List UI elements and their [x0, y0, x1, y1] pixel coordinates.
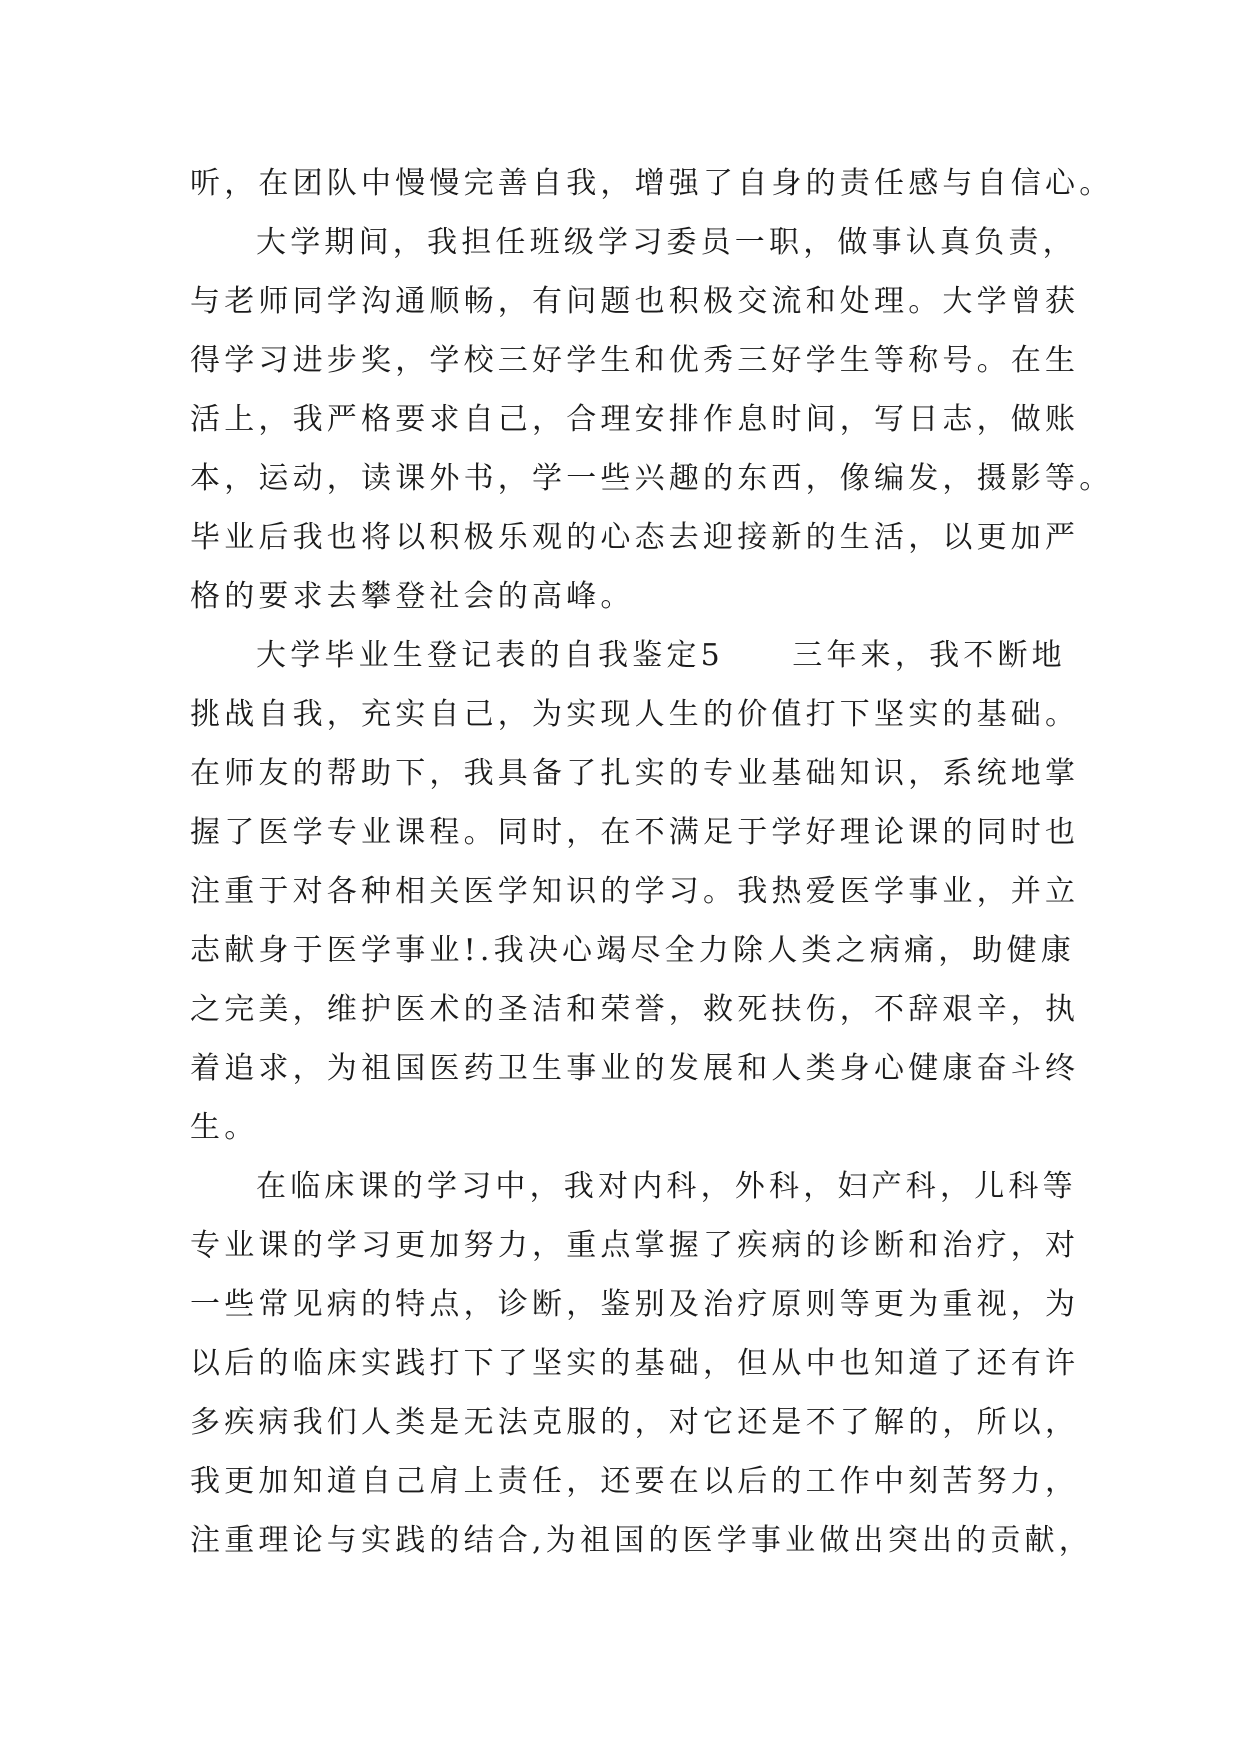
text-line: 听，在团队中慢慢完善自我，增强了自身的责任感与自信心。 — [190, 166, 1114, 201]
text-line: 大学毕业生登记表的自我鉴定5 三年来，我不断地 — [256, 638, 1066, 673]
text-line: 活上，我严格要求自己，合理安排作息时间，写日志，做账 — [190, 402, 1080, 437]
text-line: 专业课的学习更加努力，重点掌握了疾病的诊断和治疗，对 — [190, 1228, 1080, 1263]
document-body — [190, 154, 1114, 1570]
text-line: 在师友的帮助下，我具备了扎实的专业基础知识，系统地掌 — [190, 756, 1080, 791]
text-line: 在临床课的学习中，我对内科，外科，妇产科，儿科等 — [256, 1169, 1077, 1204]
text-line: 注重理论与实践的结合,为祖国的医学事业做出突出的贡献， — [190, 1523, 1093, 1558]
text-line: 多疾病我们人类是无法克服的，对它还是不了解的，所以， — [190, 1405, 1080, 1440]
text-line: 与老师同学沟通顺畅，有问题也积极交流和处理。大学曾获 — [190, 284, 1080, 319]
text-line: 着追求，为祖国医药卫生事业的发展和人类身心健康奋斗终 — [190, 1051, 1080, 1086]
text-line: 毕业后我也将以积极乐观的心态去迎接新的生活，以更加严 — [190, 520, 1080, 555]
text-line: 一些常见病的特点，诊断，鉴别及治疗原则等更为重视，为 — [190, 1287, 1080, 1322]
text-line: 志献身于医学事业!.我决心竭尽全力除人类之病痛，助健康 — [190, 933, 1075, 968]
text-line: 大学期间，我担任班级学习委员一职，做事认真负责， — [256, 225, 1077, 260]
text-line: 以后的临床实践打下了坚实的基础，但从中也知道了还有许 — [190, 1346, 1080, 1381]
text-line: 得学习进步奖，学校三好学生和优秀三好学生等称号。在生 — [190, 343, 1080, 378]
text-line: 挑战自我，充实自己，为实现人生的价值打下坚实的基础。 — [190, 697, 1080, 732]
text-line: 握了医学专业课程。同时，在不满足于学好理论课的同时也 — [190, 815, 1080, 850]
text-line: 格的要求去攀登社会的高峰。 — [190, 579, 635, 614]
text-line: 之完美，维护医术的圣洁和荣誉，救死扶伤，不辞艰辛，执 — [190, 992, 1080, 1027]
text-line: 本，运动，读课外书，学一些兴趣的东西，像编发，摄影等。 — [190, 461, 1114, 496]
text-line: 注重于对各种相关医学知识的学习。我热爱医学事业，并立 — [190, 874, 1080, 909]
text-line: 我更加知道自己肩上责任，还要在以后的工作中刻苦努力， — [190, 1464, 1080, 1499]
text-line: 生。 — [190, 1110, 259, 1145]
